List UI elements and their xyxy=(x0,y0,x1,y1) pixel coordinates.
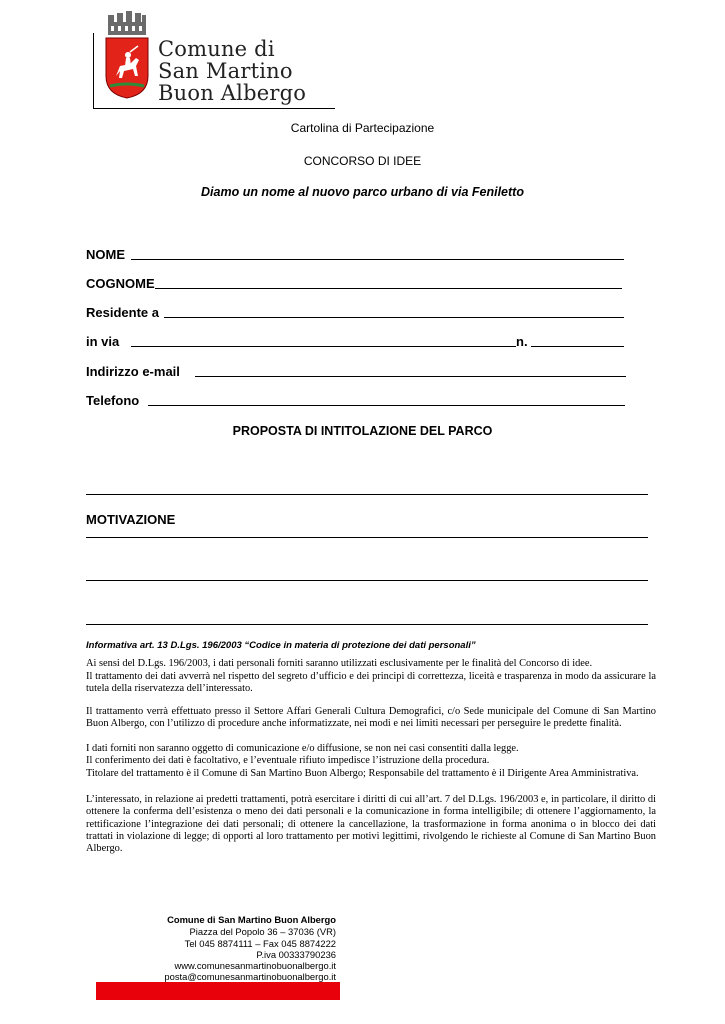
privacy-paragraph-3: Il trattamento verrà effettuato presso il Settore Affari Generali Cultura Demografici, c/o Sede municipale del Comune di San Martino Buon Albergo, con l’utilizzo di procedure anche informatizzate, nei modi e nei limiti necessari per perseguire le predette finalità. xyxy=(86,706,656,730)
privacy-paragraph-4: I dati forniti non saranno oggetto di comunicazione e/o diffusione, se non nei casi consentiti dalla legge. xyxy=(86,743,519,754)
label-telefono: Telefono xyxy=(86,393,140,408)
logo-frame-bottom xyxy=(93,108,335,109)
contest-subtitle: Diamo un nome al nuovo parco urbano di via Feniletto xyxy=(201,185,524,199)
privacy-paragraph-7: L’interessato, in relazione ai predetti trattamenti, potrà esercitare i diritti di cui all’art. 7 del D.Lgs. 196/2003 e, in particolare, il diritto di ottenere la conferma dell’esistenza o meno dei dati personali e la comunicazione in forma intelligibile; di ottenere l’aggiornamento, la rettificazione l’integrazione dei dati personali; di ottenere la cancellazione, la trasformazione in forma anonima o in blocco dei dati trattati in violazione di legge; di opporti al loro trattamento per motivi legittimi, rivolgendo le richieste al Comune di San Martino Buon Albergo. xyxy=(86,794,656,855)
privacy-paragraph-2: Il trattamento dei dati avverrà nel rispetto del segreto d’ufficio e dei principi di correttezza, liceità e trasparenza in modo da assicurare la tutela della riservatezza dell’interessato. xyxy=(86,671,656,695)
footer-email-link[interactable]: posta@comunesanmartinobuonalbergo.it xyxy=(164,971,336,982)
shield-icon xyxy=(104,36,150,100)
input-nome[interactable] xyxy=(131,259,624,260)
label-via: in via xyxy=(86,334,120,349)
logo-line-1: Comune di xyxy=(158,37,275,61)
input-residente[interactable] xyxy=(164,317,624,318)
label-email: Indirizzo e-mail xyxy=(86,364,180,379)
label-cognome: COGNOME xyxy=(86,276,155,291)
logo-line-2: San Martino xyxy=(158,59,293,83)
input-motivation-line-2[interactable] xyxy=(86,580,648,581)
logo-line-3: Buon Albergo xyxy=(158,81,307,105)
privacy-title: Informativa art. 13 D.Lgs. 196/2003 “Codice in materia di protezione dei dati personali” xyxy=(86,640,476,651)
crown-icon xyxy=(104,10,150,38)
label-residente: Residente a xyxy=(86,305,159,320)
input-telefono[interactable] xyxy=(148,405,625,406)
footer-piva: P.iva 00333790236 xyxy=(256,949,336,960)
label-nome: NOME xyxy=(86,247,125,262)
input-motivation-line-3[interactable] xyxy=(86,624,648,625)
label-numero: n. xyxy=(516,334,528,349)
label-motivazione: MOTIVAZIONE xyxy=(86,512,176,527)
footer-name: Comune di San Martino Buon Albergo xyxy=(167,914,336,925)
footer-address: Piazza del Popolo 36 – 37036 (VR) xyxy=(189,926,336,937)
input-motivation-line-1[interactable] xyxy=(86,537,648,538)
proposal-title: PROPOSTA DI INTITOLAZIONE DEL PARCO xyxy=(232,424,493,438)
input-email[interactable] xyxy=(195,376,626,377)
input-cognome[interactable] xyxy=(155,288,622,289)
contest-title: CONCORSO DI IDEE xyxy=(303,154,422,168)
privacy-paragraph-1: Ai sensi del D.Lgs. 196/2003, i dati personali forniti saranno utilizzati esclusivamente per le finalità del Concorso di idee. xyxy=(86,658,593,669)
footer-red-bar xyxy=(96,982,340,1000)
input-numero[interactable] xyxy=(531,346,624,347)
footer-phone: Tel 045 8874111 – Fax 045 8874222 xyxy=(184,938,336,949)
card-title: Cartolina di Partecipazione xyxy=(290,121,435,135)
privacy-paragraph-5: Il conferimento dei dati è facoltativo, e l’eventuale rifiuto impedisce l’istruzione della procedura. xyxy=(86,755,490,766)
input-via[interactable] xyxy=(131,346,516,347)
input-proposal[interactable] xyxy=(86,494,648,495)
logo-frame-left xyxy=(93,33,94,108)
footer-website-link[interactable]: www.comunesanmartinobuonalbergo.it xyxy=(174,960,336,971)
privacy-paragraph-6: Titolare del trattamento è il Comune di San Martino Buon Albergo; Responsabile del trattamento è il Dirigente Area Amministrativa. xyxy=(86,768,639,779)
